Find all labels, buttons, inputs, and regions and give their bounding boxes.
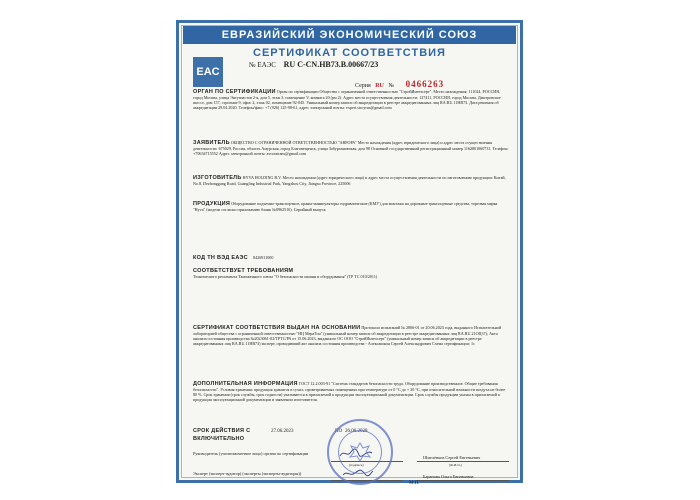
registration-prefix: № ЕАЭС xyxy=(249,61,276,69)
expert-name: Баранова Ольга Евгеньевна xyxy=(423,474,474,479)
section-requirements-label: СООТВЕТСТВУЕТ ТРЕБОВАНИЯМ xyxy=(193,268,294,274)
series-label: Серия xyxy=(355,83,371,89)
series-line xyxy=(355,79,444,89)
expert-name-line xyxy=(417,480,509,481)
section-body-label: ОРГАН ПО СЕРТИФИКАЦИИ xyxy=(193,89,276,95)
registration-value: RU C-CN.HB73.B.00667/23 xyxy=(283,60,379,69)
stamp-emblem xyxy=(338,430,382,474)
section-body xyxy=(193,89,510,110)
series-number-label: № xyxy=(388,83,395,89)
section-manufacturer xyxy=(193,175,510,186)
section-additional-text: ГОСТ 12.2.003-91 "Система стандартов безопасности труда. Оборудование производственное. Общие требования безопасности". Условия хранения: продукция хранится в сухих, проветриваемых помещениях при температуре от 0 °С до + 30 °С, при относительной влажности воздуха не более 80 %. Срок хранения (срок службы, срок годности) указывается в прилагаемой к продукции эксплуатационной документации. Срок службы продукции указан в прилагаемой к продукции эксплуатационной документации и заявлении изготовителя. xyxy=(193,381,506,403)
section-requirements-text: Технического регламента Таможенного союза "О безопасности машин и оборудования" (ТР ТС 010/2011) xyxy=(193,274,378,280)
validity-inclusive: ВКЛЮЧИТЕЛЬНО xyxy=(193,436,245,442)
head-name-note: (Ф.И.О.) xyxy=(449,463,462,467)
registration-number xyxy=(249,60,378,69)
section-product-label: ПРОДУКЦИЯ xyxy=(193,201,231,207)
mp-label: М.П. xyxy=(409,481,420,486)
head-caption: Руководитель (уполномоченное лицо) органа по сертификации xyxy=(193,451,309,456)
section-product-text: Оборудование подъемно-транспортное, краны-манипуляторы гидравлические (КМУ) для монтажа на дорожные транспортные средства, торговая марка "Hyva" (модели согласно приложению бланк №0962516). Серийный выпуск xyxy=(193,201,498,213)
section-additional-label: ДОПОЛНИТЕЛЬНАЯ ИНФОРМАЦИЯ xyxy=(193,381,298,387)
section-additional xyxy=(193,381,510,402)
head-name-line xyxy=(417,461,509,462)
section-basis-label: СЕРТИФИКАТ СООТВЕТСТВИЯ ВЫДАН НА ОСНОВАНИИ xyxy=(193,325,361,331)
section-manufacturer-text: HYVA HOLDING B.V. Место нахождения (адрес юридического лица) и адрес места осуществления деятельности по изготовлению продукции: Китай, No.8, Dezhonggang Road, Guangling Industrial Park, Yangzhou City, Jiangsu Province, 225006 xyxy=(193,175,506,187)
section-basis-text: Протокола испытаний № 2806-01 от 20.06.2023 года, выданного Испытательной лабораторией общества с ограниченной ответственностью "ИЦ МераТон" (уникальный номер записи об аккредитации в реестре аккредитованных лиц RA.RU.21OЦ37); Акта анализа состояния производства №2023061-02/ТРТС/РА от 15.06.2023, выданного ОС ООО "СтройИнтехсерт" (уникальный номер записи об аккредитации в реестре аккредитованных лиц RA.RU.11HB73) эксперт, проводивший акт анализа состояния производства - Алексашкин Сергей Александрович Схема сертификации: 1с xyxy=(193,325,502,347)
certificate-title: СЕРТИФИКАТ СООТВЕТСТВИЯ xyxy=(253,47,446,59)
section-applicant-label: ЗАЯВИТЕЛЬ xyxy=(193,140,230,146)
series-code: RU xyxy=(375,83,384,89)
head-name: Шмелёнков Сергей Евгеньевич xyxy=(423,455,481,460)
section-body-text: Орган по сертификации Общества с ограниченной ответственностью "СтройИнтехсерт". Место нахождения: 111024, РОССИЯ, город Москва, улица Энтузиастов 2-я, дом 5, этаж 3, помещение V, комната 20 (рм 2). Адрес места осуществления деятельности: 127411, РОССИЯ, город Москва, Дмитровское шоссе, дом 157, строение 9, офис 2, этаж 02, помещение 92-045. Уникальный номер записи об аккредитации в реестре аккредитованных лиц RA.RU.11HB73. Дата решения об аккредитации 29.04.2020. Телефон/факс: +7 (926) 125-98-61, адрес электронной почты: expert.stroyrus@gmail.com xyxy=(193,89,501,111)
series-number: 0466263 xyxy=(405,79,445,89)
head-sign-note: (подпись) xyxy=(349,463,364,467)
validity-from: 27.06.2023 xyxy=(271,429,294,434)
section-applicant xyxy=(193,140,510,156)
validity-to: 26.06.2028 xyxy=(345,429,368,434)
section-tn-ved-text: 8426911000 xyxy=(253,255,274,260)
eac-logo xyxy=(193,57,223,87)
eagle-emblem-icon xyxy=(347,439,373,465)
validity-label: СРОК ДЕЙСТВИЯ С xyxy=(193,428,251,434)
eac-logo-text: EAC xyxy=(196,66,220,78)
section-tn-ved-label: КОД ТН ВЭД ЕАЭС xyxy=(193,255,248,261)
section-manufacturer-label: ИЗГОТОВИТЕЛЬ xyxy=(193,175,242,181)
certificate xyxy=(176,20,523,486)
section-applicant-text: ОБЩЕСТВО С ОГРАНИЧЕННОЙ ОТВЕТСТВЕННОСТЬЮ "АВРОРА" Место нахождения (адрес юридического лица) и адрес места осуществления деятельности: 675029, Россия, область Амурская, город Благовещенск, улица Забурхановская, дом 98 Основной государственный регистрационный номер 1162801060731. Телефон: +79634715552 Адрес электронной почты: avroratrans@gmail.com xyxy=(193,140,509,157)
section-basis xyxy=(193,325,510,346)
header-band: ЕВРАЗИЙСКИЙ ЭКОНОМИЧЕСКИЙ СОЮЗ xyxy=(183,26,516,44)
validity-to-label: ПО xyxy=(335,429,343,434)
section-requirements xyxy=(193,269,510,279)
expert-caption: Эксперт (эксперт-аудитор) (эксперты (эксперты-аудиторы)) xyxy=(193,471,302,476)
official-stamp xyxy=(327,419,393,485)
section-product xyxy=(193,201,510,212)
section-tn-ved xyxy=(193,255,510,261)
